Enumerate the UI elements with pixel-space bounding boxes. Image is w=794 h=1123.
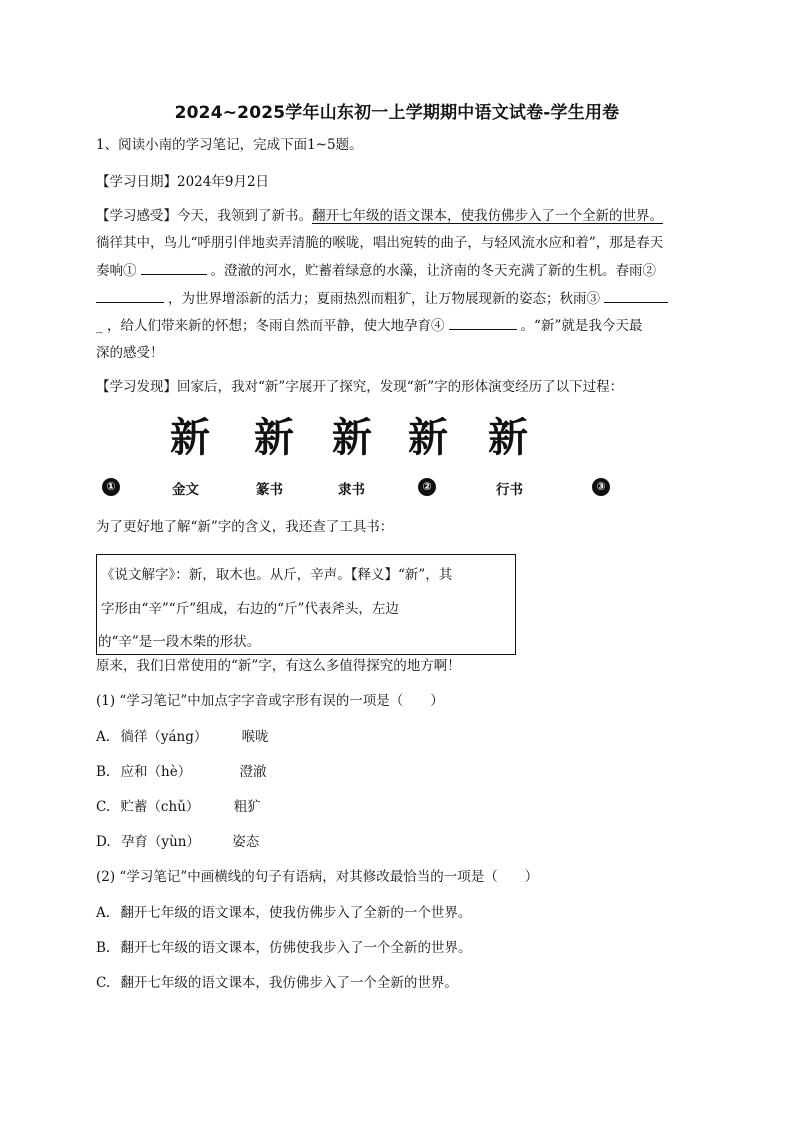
option-letter: D. [96, 834, 111, 850]
option-word: 徜徉（yáng） [120, 729, 208, 745]
feel-label: 【学习感受】 [96, 208, 177, 224]
marker-1: ① [102, 478, 120, 496]
option-letter: A. [96, 729, 111, 745]
label-lishu: 隶书 [338, 482, 365, 498]
discover-text: 回家后，我对“新”字展开了探究，发现“新”字的形体演变经历了以下过程： [177, 379, 624, 395]
q2-stem: (2) “学习笔记”中画横线的句子有语病，对其修改最恰当的一项是（ ） [96, 869, 539, 885]
answer-blank-1[interactable] [141, 262, 207, 275]
glyph-zhuanshu: 新 [254, 414, 294, 461]
box-line-3: 的“辛”是一段木柴的形状。 [98, 634, 261, 650]
glyph-jinwen: 新 [170, 414, 210, 461]
label-zhuanshu: 篆书 [256, 482, 283, 498]
character-evolution-figure [96, 408, 616, 502]
option-letter: A. [96, 905, 111, 921]
discover-label: 【学习发现】 [96, 379, 177, 395]
option-text: 翻开七年级的语文课本，使我仿佛步入了全新的一个世界。 [120, 905, 472, 921]
q1-stem: (1) “学习笔记”中加点字字音或字形有误的一项是（ ） [96, 693, 444, 709]
feel-l5-end: 。“新”就是我今天最 [520, 318, 643, 334]
conclusion: 原来，我们日常使用的“新”字，有这么多值得探究的地方啊！ [96, 658, 461, 674]
feel-line-6: 深的感受！ [96, 345, 164, 361]
option-word: 贮蓄（chǔ） [120, 799, 200, 815]
tool-line: 为了更好地了解“新”字的含义，我还查了工具书： [96, 519, 394, 535]
glyph-kaishu: 新 [488, 414, 528, 461]
option-letter: C. [96, 975, 111, 991]
date-label: 【学习日期】 [96, 174, 177, 190]
answer-blank-3[interactable] [604, 290, 668, 303]
q1-option-a[interactable] [96, 728, 269, 746]
option-extra: 粗犷 [233, 799, 261, 815]
underlined-sentence: 翻开七年级的语文课本，使我仿佛步入了一个全新的世界。 [312, 208, 663, 224]
marker-2: ② [418, 478, 436, 496]
option-text: 翻开七年级的语文课本，仿佛使我步入了一个全新的世界。 [120, 940, 472, 956]
label-jinwen: 金文 [172, 482, 199, 498]
answer-blank-2[interactable] [96, 290, 164, 303]
option-letter: C. [96, 799, 111, 815]
marker-3: ③ [592, 478, 610, 496]
option-extra: 澄澈 [239, 764, 267, 780]
feel-line-4 [96, 290, 672, 308]
discover-line [96, 378, 623, 396]
option-letter: B. [96, 764, 111, 780]
feel-text: 今天，我领到了新书。 [177, 208, 312, 224]
box-line-2: 字形由“辛”“斤”组成，右边的“斤”代表斧头，左边 [101, 601, 399, 617]
glyph-xingshu: 新 [408, 414, 448, 461]
glyph-lishu: 新 [332, 414, 372, 461]
feel-l3-end: 。澄澈的河水，贮蓄着绿意的水藻，让济南的冬天充满了新的生机。春雨② [210, 263, 656, 279]
feel-line-3 [96, 262, 656, 280]
answer-blank-4[interactable] [449, 317, 517, 330]
q2-option-c[interactable] [96, 974, 458, 992]
q1-option-d[interactable] [96, 833, 259, 851]
feel-l4-text: ，为世界增添新的活力；夏雨热烈而粗犷，让万物展现新的姿态；秋雨③ [168, 291, 600, 307]
page-title: 2024~2025学年山东初一上学期期中语文试卷-学生用卷 [174, 103, 620, 123]
feel-line-2: 徜徉其中，鸟儿“呼朋引伴地卖弄清脆的喉咙，唱出宛转的曲子，与轻风流水应和着”，那是春天 [96, 235, 664, 251]
option-letter: B. [96, 940, 111, 956]
feel-line-1 [96, 207, 663, 225]
q2-option-a[interactable] [96, 904, 471, 922]
option-extra: 姿态 [232, 834, 260, 850]
feel-line-5 [96, 317, 642, 335]
q2-option-b[interactable] [96, 939, 472, 957]
option-word: 孕育（yùn） [120, 834, 200, 850]
option-text: 翻开七年级的语文课本，我仿佛步入了一个全新的世界。 [120, 975, 458, 991]
q1-option-b[interactable] [96, 763, 267, 781]
option-extra: 喉咙 [241, 729, 269, 745]
dictionary-box [96, 554, 516, 655]
label-xingshu: 行书 [496, 482, 523, 498]
q1-option-c[interactable] [96, 798, 261, 816]
feel-l3-start: 奏响① [96, 263, 137, 279]
feel-l5-start: _ ，给人们带来新的怀想；冬雨自然而平静，使大地孕育④ [96, 318, 445, 334]
option-word: 应和（hè） [120, 764, 192, 780]
box-line-1: 《说文解字》：新，取木也。从斤，辛声。【释义】“新”，其 [101, 567, 453, 583]
date-value: 2024年9月2日 [177, 174, 270, 190]
study-date [96, 173, 269, 191]
question-intro: 1、阅读小南的学习笔记，完成下面1~5题。 [96, 137, 363, 153]
